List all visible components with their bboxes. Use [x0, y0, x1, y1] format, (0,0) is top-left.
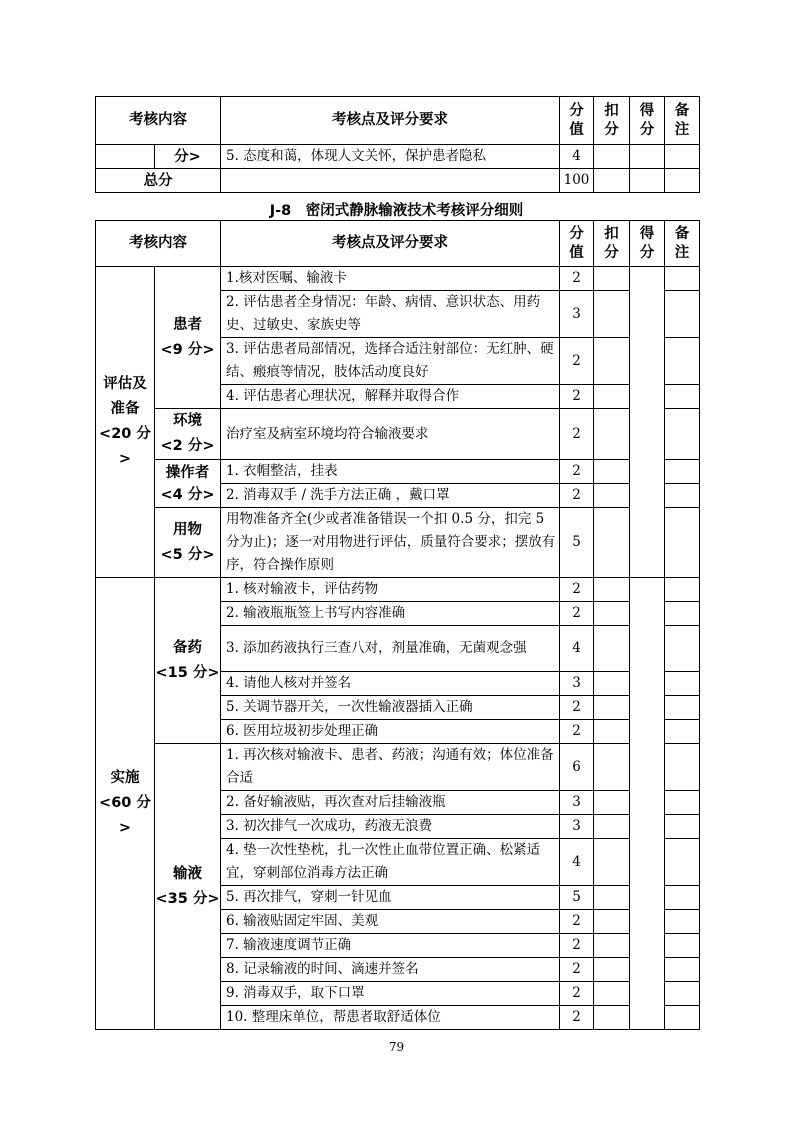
item-score: 2	[560, 460, 594, 484]
header-score-2: 值	[569, 121, 584, 138]
item-text: 3. 评估患者局部情况，选择合适注射部位：无红肿、硬结、瘢痕等情况，肢体活动度良好	[221, 338, 560, 385]
header-get-1: 得	[639, 102, 655, 119]
total-score: 100	[560, 169, 594, 193]
item-text: 1. 核对输液卡，评估药物	[221, 578, 560, 602]
subcategory-patient: 患者 <9 分>	[155, 267, 221, 409]
item-text: 2. 输液瓶瓶签上书写内容准确	[221, 602, 560, 626]
item-score: 2	[560, 982, 594, 1006]
item-score: 2	[560, 409, 594, 460]
item-text: 5. 再次排气，穿刺一针见血	[221, 886, 560, 910]
item-score: 3	[560, 291, 594, 338]
header-deduct-2: 分	[604, 121, 619, 138]
item-text: 2. 评估患者全身情况：年龄、病情、意识状态、用药史、过敏史、家族史等	[221, 291, 560, 338]
item-score: 2	[560, 484, 594, 508]
header-get-1: 得	[639, 225, 655, 242]
item-score: 2	[560, 385, 594, 409]
header-points: 考核点及评分要求	[221, 97, 560, 145]
header-get-2: 分	[639, 244, 655, 261]
item-text: 9. 消毒双手，取下口罩	[221, 982, 560, 1006]
item-score: 2	[560, 1006, 594, 1030]
category-assessment: 评估及 准备 <20 分>	[96, 267, 155, 578]
item-text: 5. 态度和蔼，体现人文关怀，保护患者隐私	[221, 145, 560, 169]
item-score: 2	[560, 267, 594, 291]
page-title: J-8 密闭式静脉输液技术考核评分细则	[269, 203, 524, 219]
main-score-table	[95, 220, 700, 1030]
item-score: 2	[560, 720, 594, 744]
item-text: 1.核对医嘱、输液卡	[221, 267, 560, 291]
subcategory-operator: 操作者 <4 分>	[155, 460, 221, 508]
item-text: 4. 垫一次性垫枕，扎一次性止血带位置正确、松紧适宜，穿刺部位消毒方法正确	[221, 839, 560, 886]
header-score-1: 分	[569, 102, 584, 119]
header-points: 考核点及评分要求	[221, 221, 560, 267]
subcategory-environment: 环境 <2 分>	[155, 409, 221, 460]
subcategory-infusion: 输液 <35 分>	[155, 744, 221, 1030]
item-text: 4. 请他人核对并签名	[221, 672, 560, 696]
item-score: 5	[560, 886, 594, 910]
header-get-2: 分	[639, 121, 655, 138]
header-note-1: 备	[674, 225, 690, 242]
item-text: 治疗室及病室环境均符合输液要求	[221, 409, 560, 460]
header-deduct-1: 扣	[604, 102, 619, 119]
cell-empty	[96, 145, 155, 169]
header-score-2: 值	[569, 244, 584, 261]
header-deduct-1: 扣	[604, 225, 619, 242]
header-content: 考核内容	[96, 221, 221, 267]
header-note-1: 备	[674, 102, 690, 119]
header-note-2: 注	[674, 121, 690, 138]
item-score: 2	[560, 934, 594, 958]
item-score: 5	[560, 508, 594, 578]
item-score: 2	[560, 958, 594, 982]
item-score: 4	[560, 145, 594, 169]
item-score: 3	[560, 791, 594, 815]
item-score: 3	[560, 672, 594, 696]
item-score: 2	[560, 910, 594, 934]
item-text: 3. 添加药液执行三查八对，剂量准确，无菌观念强	[221, 626, 560, 672]
partial-label: 分>	[155, 145, 221, 169]
item-score: 6	[560, 744, 594, 791]
item-text: 1. 衣帽整洁，挂表	[221, 460, 560, 484]
subcategory-material: 用物 <5 分>	[155, 508, 221, 578]
page-number: 79	[388, 1040, 405, 1054]
item-text: 1. 再次核对输液卡、患者、药液；沟通有效；体位准备合适	[221, 744, 560, 791]
subcategory-prep: 备药 <15 分>	[155, 578, 221, 744]
item-score: 2	[560, 696, 594, 720]
header-note-2: 注	[674, 244, 690, 261]
header-deduct-2: 分	[604, 244, 619, 261]
header-content: 考核内容	[96, 97, 221, 145]
item-score: 4	[560, 839, 594, 886]
header-score-1: 分	[569, 225, 584, 242]
item-text: 5. 关调节器开关，一次性输液器插入正确	[221, 696, 560, 720]
item-text: 6. 医用垃圾初步处理正确	[221, 720, 560, 744]
item-text: 10. 整理床单位，帮患者取舒适体位	[221, 1006, 560, 1030]
item-text: 2. 消毒双手 / 洗手方法正确 ，戴口罩	[221, 484, 560, 508]
item-score: 2	[560, 602, 594, 626]
item-text: 4. 评估患者心理状况，解释并取得合作	[221, 385, 560, 409]
item-score: 4	[560, 626, 594, 672]
item-text: 2. 备好输液贴，再次查对后挂输液瓶	[221, 791, 560, 815]
item-score: 3	[560, 815, 594, 839]
item-text: 7. 输液速度调节正确	[221, 934, 560, 958]
item-text: 3. 初次排气一次成功，药液无浪费	[221, 815, 560, 839]
item-score: 2	[560, 578, 594, 602]
item-text: 8. 记录输液的时间、滴速并签名	[221, 958, 560, 982]
item-text: 用物准备齐全(少或者准备错误一个扣 0.5 分，扣完 5 分为止)；逐一对用物进行评估，质量符合要求；摆放有序，符合操作原则	[221, 508, 560, 578]
item-score: 2	[560, 338, 594, 385]
category-implementation: 实施 <60 分>	[96, 578, 155, 1030]
item-text: 6. 输液贴固定牢固、美观	[221, 910, 560, 934]
top-score-table	[95, 96, 700, 193]
total-label: 总分	[96, 169, 221, 193]
